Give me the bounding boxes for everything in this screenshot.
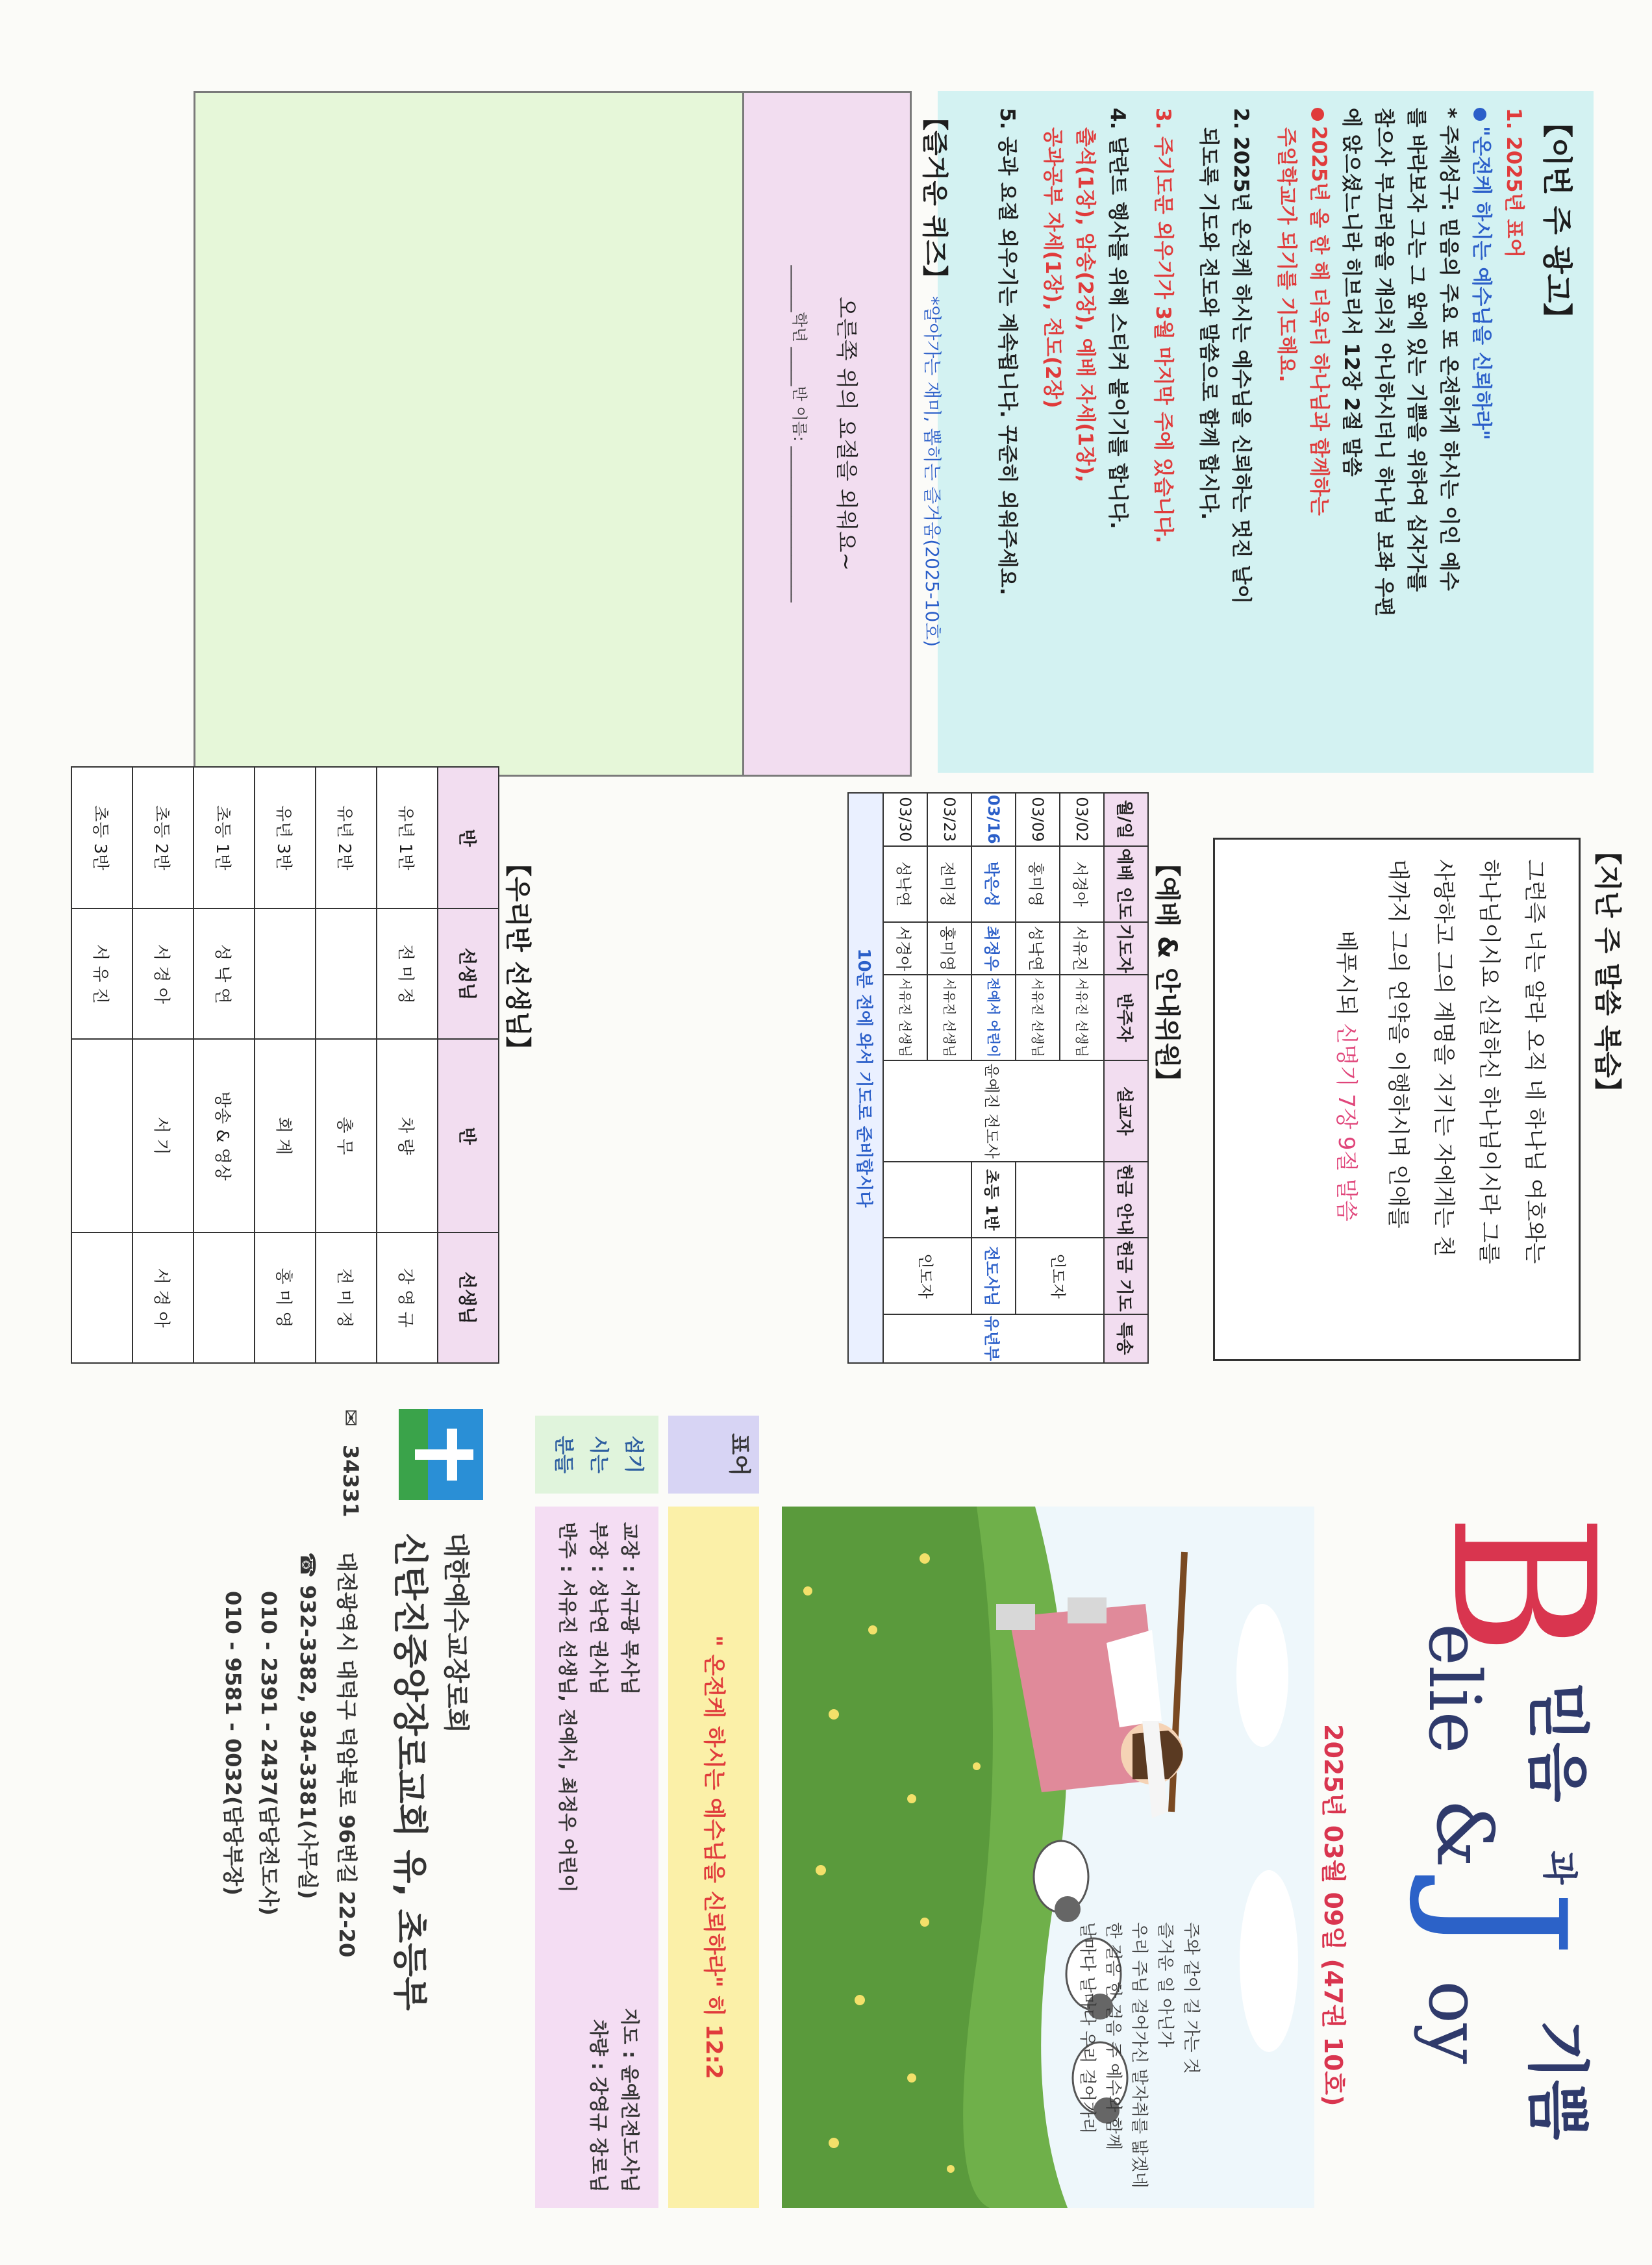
announcement-line: 2025년 올 한 해 더욱더 하나님과 함께하는 (1304, 108, 1334, 516)
logo-korean-faith: 믿음 (1521, 1682, 1594, 1803)
table-row: 초등 1반 성 낙 연 방송 & 영상 (194, 767, 255, 1363)
review-title: 【지난 주 말씀 복습】 (1592, 838, 1623, 1105)
column-header: 설교자 (1104, 1060, 1148, 1162)
announcement-line: 1. 2025년 표어 (1502, 108, 1525, 258)
offering-prayer-cell: 전도사님 (971, 1238, 1016, 1314)
quiz-name-fields[interactable]: ______학년 _____반 이름: ____________________ (790, 265, 808, 603)
hymn-line: 날마다 날마다 우리 걸어가리 (1077, 1922, 1097, 2134)
column-header: 헌금 기도 (1104, 1238, 1148, 1314)
logo-korean-joy: 기쁨 (1521, 2020, 1594, 2140)
column-header: 기도자 (1104, 922, 1148, 975)
announcement-line: 2. 2025년 온전케 하시는 예수님을 신뢰하는 멋진 날이 (1229, 108, 1253, 605)
table-row: 03/09 홍미영 성낙연 서유진 선생님 (1016, 793, 1060, 1363)
announcement-line: * 주제성구: 믿음의 주요 또 온전하게 하시는 이인 예수 (1437, 108, 1460, 591)
phone-icon: ☎ (295, 1552, 320, 1585)
staff-label: 섬기 시는 분들 (535, 1416, 658, 1494)
column-header: 월/일 (1104, 793, 1148, 846)
offering-guide-cell (883, 1162, 971, 1238)
preacher-cell: 윤예진 전도사 (883, 1060, 1104, 1162)
review-reference: 신명기 7장 9절 말씀 (1333, 1023, 1359, 1221)
table-row: 초등 2반 서 경 아 서 기 서 경 아 (132, 767, 194, 1363)
logo-word-oy: oy (1413, 1981, 1496, 2064)
teachers-table (71, 766, 499, 1364)
mail-icon: ✉ (338, 1409, 363, 1427)
table-row: 유년 1반 전 미 정 차 량 강 영 규 (377, 767, 438, 1363)
hymn-line: 한 걸음 한 걸음 주 예수와 함께 (1103, 1922, 1123, 2150)
church-phone: ☎ 932-3382, 934-3381(사무실) (295, 1552, 320, 1899)
column-header: 특송 (1104, 1314, 1148, 1363)
quiz-answer-area[interactable] (195, 93, 742, 775)
bulletin-logo (1334, 1513, 1636, 2162)
church-logo-icon (392, 1403, 490, 1507)
issue-date: 2025년 03월 09일 (47권 10호) (1319, 1724, 1347, 2107)
column-header: 예배 인도 (1104, 846, 1148, 922)
hymn-line: 우리 주님 걸어가신 발자취를 밟겠네 (1129, 1922, 1149, 2188)
logo-word-elie: elie (1413, 1623, 1496, 1754)
offering-prayer-cell: 인도자 (1016, 1238, 1104, 1314)
worship-table (847, 792, 1149, 1364)
staff-list (535, 1507, 658, 2208)
logo-letter-j: J (1405, 1890, 1601, 1958)
table-row: 03/02 서경아 서유진 서유진 선생님 윤예진 전도사 인도자 유년부 (1060, 793, 1104, 1363)
table-row: 03/16 박은성 최정우 전예서 어린이 초등 1반 전도사님 (971, 793, 1016, 1363)
staff-row: 교장 : 서규광 목사님 지도 : 윤예진전도사님 (619, 1522, 641, 2192)
hymn-line: 주와 같이 길 가는 것 (1181, 1922, 1201, 2074)
announcement-line: 에 앉으셨느니라 히브리서 12장 2절 말씀 (1340, 108, 1363, 477)
table-row (848, 793, 883, 1363)
staff-row: 부장 : 성낙연 권사님 차량 : 강영규 장로님 (588, 1522, 610, 2192)
review-line: 대까지 그의 언약을 이행하시며 인애를 (1385, 859, 1411, 1229)
announcement-line: 출석(1장), 암송(2장), 예배 자세(1장), (1073, 127, 1097, 482)
table-header-row (1104, 793, 1148, 1363)
announcement-line: 5. 공과 요절 외우기는 계속됩니다. 꾸준히 외워주세요. (995, 108, 1019, 595)
announcement-line: 참으사 부끄러움을 개의치 아니하시더니 하나님 보좌 우편 (1372, 108, 1395, 617)
announcement-line: 주일학교가 되기를 기도해요. (1275, 127, 1298, 382)
review-line: 베푸시되 신명기 7장 9절 말씀 (1333, 931, 1359, 1221)
church-name: 신탄진중앙장로교회 유, 초등부 (390, 1533, 431, 2011)
review-line: 사랑하고 그의 계명을 지키는 자에게는 천 (1431, 859, 1457, 1257)
review-line: 하나님이시요 신실하신 하나님이시라 그를 (1476, 859, 1502, 1264)
motto-text: " 온전케 하시는 예수님을 신뢰하라" 히 12:2 (668, 1507, 759, 2208)
teachers-title: 【우리반 선생님】 (503, 851, 532, 1062)
staff-row: 반주 : 서유진 선생님, 전예서, 최정우 어린이 (557, 1522, 579, 1893)
announcements-title: 【이번 주 광고】 (1540, 108, 1575, 333)
quiz-title: 【즐거운 퀴즈】*알아가는 재미, 뽑히는 즐거움(2025-10호) (920, 105, 949, 647)
review-box (1213, 838, 1581, 1361)
quiz-panel (194, 91, 949, 777)
hymn-line: 즐거운 일 아닌가 (1155, 1922, 1175, 2047)
quiz-header (742, 93, 910, 775)
table-row: 유년 2반 총 무 전 미 정 (316, 767, 377, 1363)
quiz-subtitle: *알아가는 재미, 뽑히는 즐거움(2025-10호) (921, 296, 943, 647)
announcement-line: 4. 달란트 행사를 위해 스티커 붙이기를 합니다. (1106, 108, 1129, 529)
offering-prayer-cell: 인도자 (883, 1238, 971, 1314)
announcement-line: 공과공부 자세(1장), 전도(2장) (1041, 127, 1064, 408)
worship-note: 10분 전에 와서 기도로 준비합시다 (848, 793, 883, 1363)
motto-label: 표어 (668, 1416, 759, 1494)
church-phone-2: 010 - 2391 - 2437(담당전도사) (257, 1591, 281, 1916)
hymn-lyrics (1074, 1922, 1204, 2188)
table-row: 유년 3반 회 계 홍 미 영 (255, 767, 316, 1363)
church-phone-3: 010 - 9581 - 0032(담당부장) (221, 1591, 245, 1896)
jesus-with-sheep-illustration (782, 1507, 1314, 2208)
postal-code: 34331 (338, 1445, 363, 1518)
logo-ampersand: & (1419, 1799, 1509, 1868)
column-header: 반주자 (1104, 975, 1148, 1060)
announcement-line: 되도록 기도와 전도와 말씀으로 함께 합시다. (1197, 127, 1220, 520)
table-row: 03/30 성낙연 서경아 서유진 선생님 (883, 793, 927, 1363)
table-row: 초등 3반 서 유 진 (71, 767, 132, 1363)
announcement-line: 를 바라보자 그는 그 앞에 있는 기쁨을 위하여 십자가를 (1405, 108, 1428, 592)
offering-guide-cell (1016, 1162, 1104, 1238)
announcements-panel (938, 91, 1594, 773)
column-header: 헌금 안내 (1104, 1162, 1148, 1238)
church-address: 대전광역시 대덕구 덕암북로 96번길 22-20 (334, 1552, 359, 1958)
logo-korean-and: 과 (1539, 1851, 1580, 1885)
review-line: 그런즉 너는 알라 오직 네 하나님 여호와는 (1521, 859, 1547, 1264)
quiz-instruction: 오른쪽 위의 요절을 외워요~ (833, 296, 859, 571)
bullet-icon (1312, 108, 1325, 121)
table-row: 03/23 전미정 홍미영 서유진 선생님 인도자 (927, 793, 971, 1363)
denomination: 대한예수교장로회 (441, 1533, 471, 1734)
offering-guide-cell: 초등 1반 (971, 1162, 1016, 1238)
table-header-row: 반 선생님 반 선생님 (438, 767, 499, 1363)
announcement-line: "온전케 하시는 예수님을 신뢰하라" (1466, 108, 1496, 440)
announcement-line: 3. 주기도문 외우기가 3월 마지막 주에 있습니다. (1151, 108, 1175, 544)
logo-letter-b: B (1409, 1513, 1636, 1657)
worship-title: 【예배 & 안내위원】 (1152, 851, 1182, 1094)
special-song-cell: 유년부 (883, 1314, 1104, 1363)
bullet-icon (1474, 108, 1487, 121)
